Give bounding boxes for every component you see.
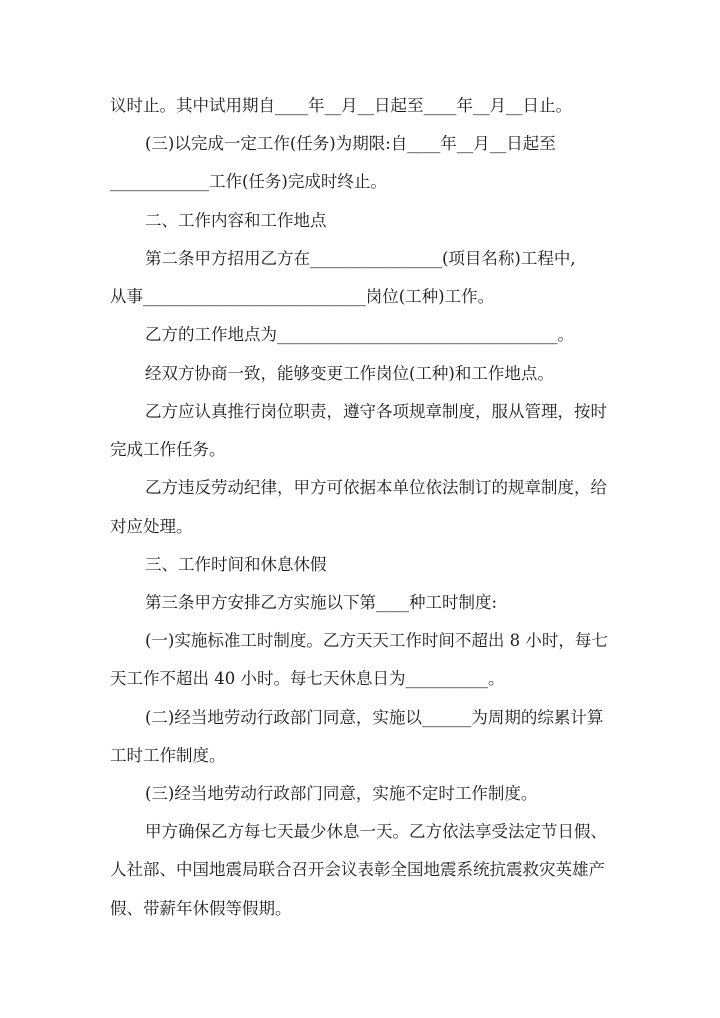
text-line: 从事___________________________岗位(工种)工作。 (110, 287, 495, 306)
text-line: 工时工作制度。 (110, 746, 226, 765)
text-line: (一)实施标准工时制度。乙方天天工作时间不超出 8 小时，每七 (145, 631, 608, 650)
text-line: (三)经当地劳动行政部门同意，实施不定时工作制度。 (145, 784, 538, 803)
text-line: 第三条甲方安排乙方实施以下第____种工时制度: (145, 593, 498, 612)
text-line: 人社部、中国地震局联合召开会议表彰全国地震系统抗震救灾英雄产 (110, 860, 605, 879)
section-heading: 三、工作时间和休息休假 (145, 555, 327, 574)
text-line: 天工作不超出 40 小时。每七天休息日为__________。 (110, 669, 505, 688)
text-line: 完成工作任务。 (110, 440, 226, 459)
text-line: 对应处理。 (110, 517, 193, 536)
text-line: (二)经当地劳动行政部门同意，实施以______为周期的综累计算 (145, 708, 604, 727)
text-line: 乙方的工作地点为__________________________________。 (145, 325, 574, 344)
text-line: 乙方违反劳动纪律，甲方可依据本单位依法制订的规章制度，给 (145, 478, 607, 497)
text-line: 乙方应认真推行岗位职责，遵守各项规章制度，服从管理，按时 (145, 402, 607, 421)
section-heading: 二、工作内容和工作地点 (145, 211, 327, 230)
text-line: 议时止。其中试用期自____年__月__日起至____年__月__日止。 (110, 96, 572, 115)
text-line: ____________工作(任务)完成时终止。 (110, 172, 387, 191)
text-line: 第二条甲方招用乙方在________________(项目名称)工程中, (145, 249, 576, 268)
text-line: 甲方确保乙方每七天最少休息一天。乙方依法享受法定节日假、 (145, 822, 607, 841)
text-line: (三)以完成一定工作(任务)为期限:自____年__月__日起至 (145, 134, 556, 153)
text-line: 经双方协商一致，能够变更工作岗位(工种)和工作地点。 (145, 364, 554, 383)
text-line: 假、带薪年休假等假期。 (110, 899, 292, 918)
